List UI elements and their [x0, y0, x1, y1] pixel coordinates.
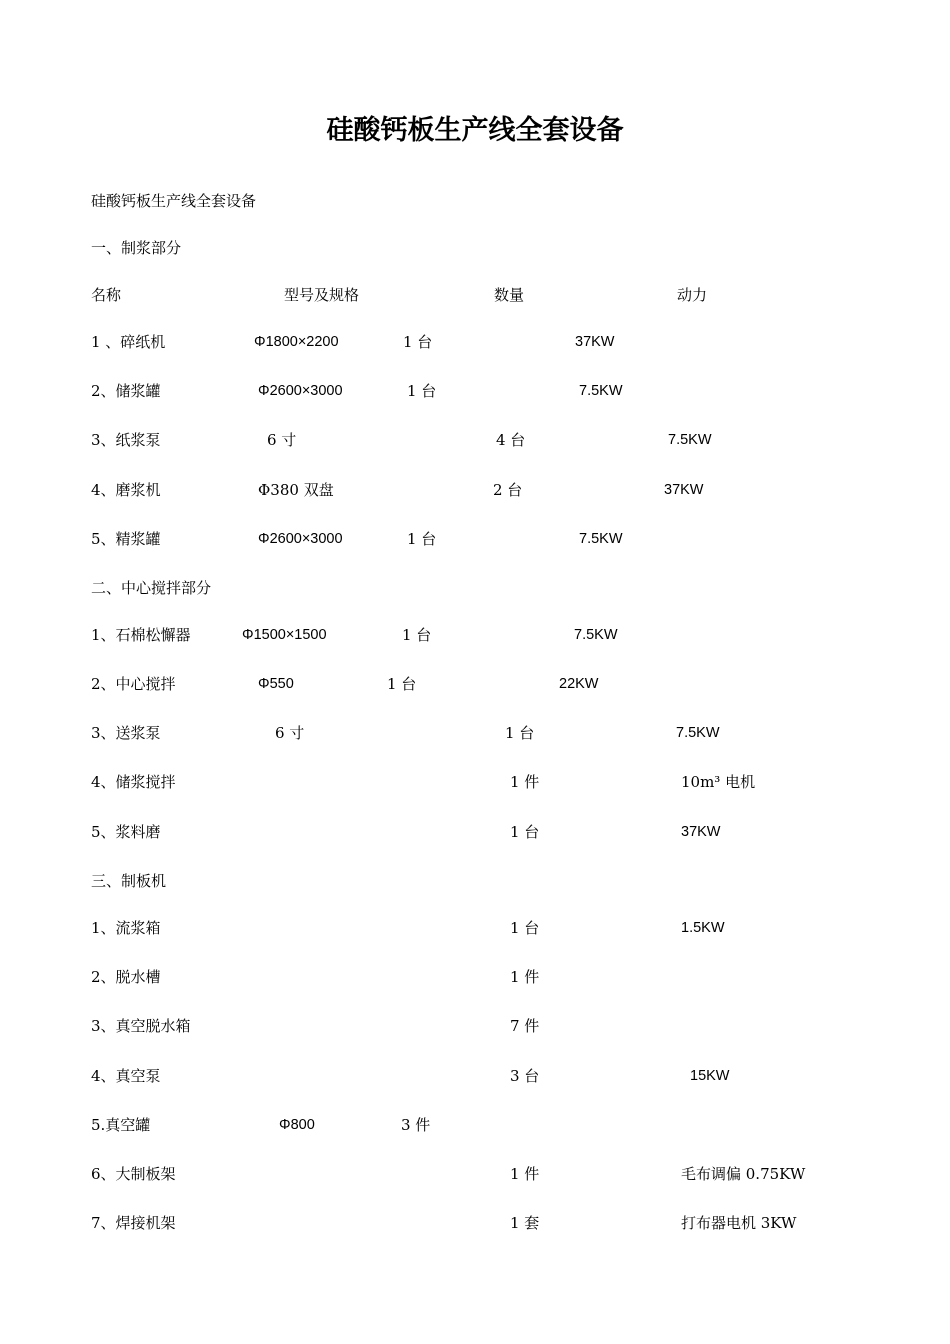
item-power: 7.5KW [579, 383, 623, 399]
item-power: 7.5KW [574, 627, 618, 643]
item-name: 5、浆料磨 [91, 823, 161, 841]
equipment-row [0, 1162, 950, 1186]
item-qty: 1 台 [505, 724, 535, 742]
header-power: 动力 [677, 286, 708, 304]
equipment-row [0, 820, 950, 844]
item-spec: Φ1500×1500 [242, 627, 327, 643]
item-qty: 1 台 [402, 626, 432, 644]
header-qty: 数量 [494, 286, 525, 304]
item-power: 打布器电机 3KW [681, 1214, 797, 1232]
equipment-row [0, 770, 950, 794]
section-heading-text: 一、制浆部分 [91, 239, 182, 257]
section-heading-text: 三、制板机 [91, 872, 167, 890]
intro-text: 硅酸钙板生产线全套设备 [91, 192, 257, 210]
header-name: 名称 [91, 286, 122, 304]
item-power: 37KW [575, 334, 615, 350]
item-qty: 1 台 [510, 823, 540, 841]
item-name: 4、储浆搅拌 [91, 773, 176, 791]
item-power: 37KW [664, 482, 704, 498]
item-name: 4、真空泵 [91, 1067, 161, 1085]
item-name: 5、精浆罐 [91, 530, 161, 548]
equipment-row [0, 1113, 950, 1137]
equipment-row [0, 1064, 950, 1088]
item-qty: 1 台 [407, 530, 437, 548]
item-name: 1、石棉松懈器 [91, 626, 191, 644]
item-power: 7.5KW [676, 725, 720, 741]
item-name: 3、送浆泵 [91, 724, 161, 742]
item-power: 7.5KW [668, 432, 712, 448]
item-qty: 1 台 [403, 333, 433, 351]
item-qty: 1 套 [510, 1214, 540, 1232]
header-spec: 型号及规格 [284, 286, 360, 304]
item-name: 3、真空脱水箱 [91, 1017, 191, 1035]
item-qty: 1 台 [510, 919, 540, 937]
item-power: 37KW [681, 824, 721, 840]
equipment-row [0, 428, 950, 452]
item-qty: 1 件 [510, 968, 540, 986]
item-spec: Φ1800×2200 [254, 334, 339, 350]
item-name: 2、脱水槽 [91, 968, 161, 986]
item-name: 2、中心搅拌 [91, 675, 176, 693]
item-power: 毛布调偏 0.75KW [681, 1165, 806, 1183]
item-power: 10m³ 电机 [681, 773, 756, 791]
equipment-row [0, 330, 950, 354]
item-spec: 6 寸 [275, 724, 305, 742]
column-header-row [0, 283, 950, 307]
item-qty: 4 台 [496, 431, 526, 449]
item-name: 5.真空罐 [91, 1116, 151, 1134]
equipment-row [0, 379, 950, 403]
item-name: 1、流浆箱 [91, 919, 161, 937]
document-title: 硅酸钙板生产线全套设备 [326, 115, 624, 146]
item-qty: 1 件 [510, 1165, 540, 1183]
item-name: 2、储浆罐 [91, 382, 161, 400]
section-heading-text: 二、中心搅拌部分 [91, 579, 212, 597]
section-heading [0, 869, 950, 893]
item-power: 22KW [559, 676, 599, 692]
item-qty: 7 件 [510, 1017, 540, 1035]
equipment-row [0, 721, 950, 745]
equipment-row [0, 478, 950, 502]
item-qty: 3 台 [510, 1067, 540, 1085]
item-spec: 6 寸 [267, 431, 297, 449]
item-spec: Φ380 双盘 [258, 481, 334, 499]
item-power: 15KW [690, 1068, 730, 1084]
item-spec: Φ2600×3000 [258, 531, 343, 547]
item-qty: 2 台 [493, 481, 523, 499]
item-qty: 1 件 [510, 773, 540, 791]
intro-line [0, 189, 950, 213]
equipment-row [0, 916, 950, 940]
item-power: 7.5KW [579, 531, 623, 547]
equipment-row [0, 1211, 950, 1235]
item-qty: 3 件 [401, 1116, 431, 1134]
item-spec: Φ800 [279, 1117, 315, 1133]
section-heading [0, 576, 950, 600]
item-power: 1.5KW [681, 920, 725, 936]
item-name: 4、磨浆机 [91, 481, 161, 499]
item-name: 1 、碎纸机 [91, 333, 166, 351]
equipment-row [0, 672, 950, 696]
item-name: 6、大制板架 [91, 1165, 176, 1183]
section-heading [0, 236, 950, 260]
item-spec: Φ2600×3000 [258, 383, 343, 399]
item-name: 3、纸浆泵 [91, 431, 161, 449]
equipment-row [0, 623, 950, 647]
item-name: 7、焊接机架 [91, 1214, 176, 1232]
equipment-row [0, 965, 950, 989]
item-qty: 1 台 [407, 382, 437, 400]
item-spec: Φ550 [258, 676, 294, 692]
item-qty: 1 台 [387, 675, 417, 693]
equipment-row [0, 527, 950, 551]
equipment-row [0, 1014, 950, 1038]
